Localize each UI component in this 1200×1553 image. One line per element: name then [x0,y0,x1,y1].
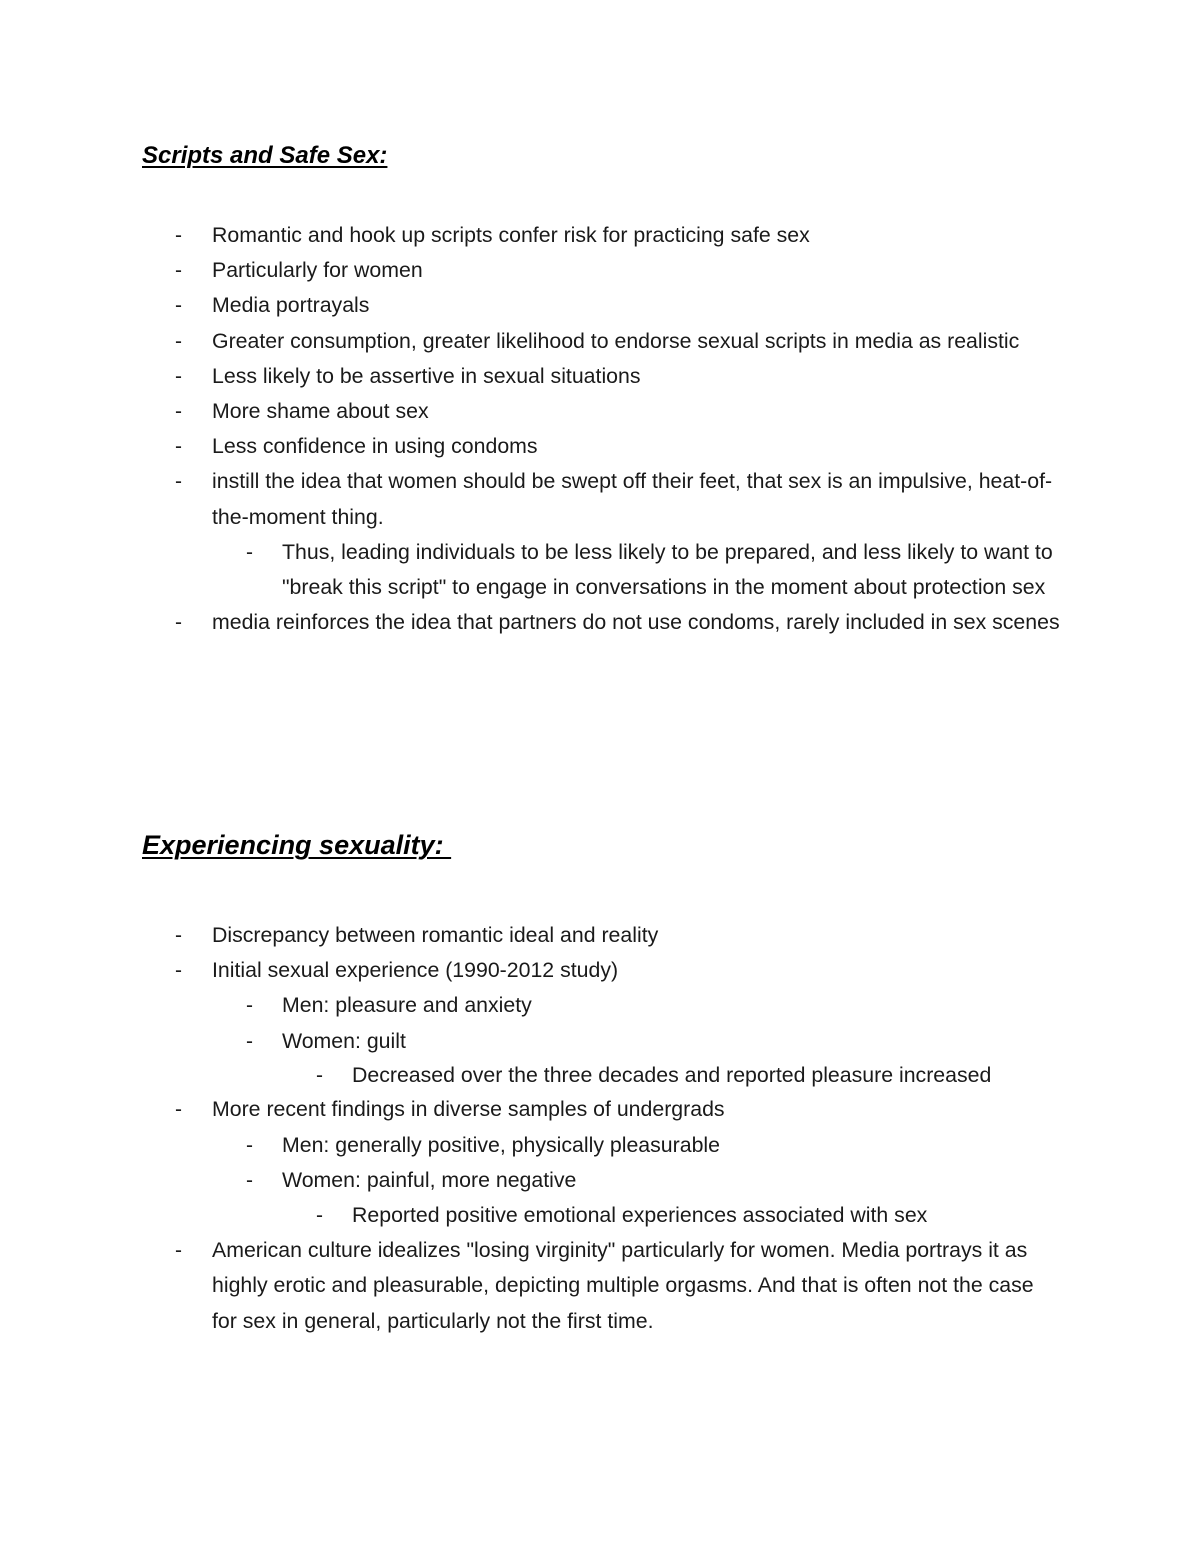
dash-bullet: - [175,470,182,494]
dash-bullet: - [246,540,253,564]
list-item-text: Media portrayals [212,293,370,318]
list-item-nested-deep [0,1198,1200,1233]
dash-bullet: - [175,364,182,388]
list-item-text: Initial sexual experience (1990-2012 study) [212,958,619,983]
dash-bullet: - [316,1203,323,1227]
list-item-text: Men: generally positive, physically pleasurable [282,1132,721,1157]
dash-bullet: - [175,1098,182,1122]
list-item-text: Men: pleasure and anxiety [282,993,532,1018]
list-item-nested [0,535,1200,605]
list-item [0,1233,1200,1339]
list-item-nested [0,1128,1200,1163]
list-item-nested [0,1163,1200,1198]
section-heading-scripts: Scripts and Safe Sex: [142,142,388,169]
list-item-text: Romantic and hook up scripts confer risk for practicing safe sex [212,223,810,247]
list-item [0,253,1200,288]
section-heading-experiencing: Experiencing sexuality: [142,830,452,860]
list-item-text: instill the idea that women should be swept off their feet, that sex is an impulsive, heat-of-the-moment thing. [212,469,1053,529]
list-item-text: Discrepancy between romantic ideal and reality [212,923,659,947]
list-item-text: American culture idealizes "losing virginity" particularly for women. Media portrays it as highly erotic and pleasurable, depicting multiple orgasms. And that is often not the case for sex in general, particularly not the first time. [212,1238,1034,1333]
list-item [0,218,1200,253]
dash-bullet: - [175,611,182,635]
dash-bullet: - [175,329,182,353]
list-item [0,288,1200,323]
dash-bullet: - [175,294,182,318]
dash-bullet: - [246,1168,253,1192]
list-item-text: Reported positive emotional experiences associated with sex [352,1202,928,1227]
list-item-nested [0,988,1200,1023]
dash-bullet: - [246,1133,253,1157]
list-item-text: Women: guilt [282,1028,406,1053]
dash-bullet: - [175,959,182,983]
list-item [0,605,1200,640]
dash-bullet: - [246,994,253,1018]
list-item-nested-deep [0,1059,1200,1093]
list-item-text: Particularly for women [212,258,423,283]
list-item [0,953,1200,988]
list-item [0,394,1200,429]
list-item-text: Less confidence in using condoms [212,434,538,459]
dash-bullet: - [175,400,182,424]
list-item-text: More shame about sex [212,399,429,424]
list-item-text: More recent findings in diverse samples of undergrads [212,1097,725,1122]
list-item [0,359,1200,394]
dash-bullet: - [316,1063,323,1087]
dash-bullet: - [246,1029,253,1053]
list-item-text: Women: painful, more negative [282,1167,577,1192]
list-item-nested [0,1024,1200,1059]
list-item [0,429,1200,464]
dash-bullet: - [175,924,182,947]
dash-bullet: - [175,224,182,247]
list-item [0,464,1200,534]
list-item [0,1092,1200,1127]
bullet-list-experiencing [0,918,1200,1339]
bullet-list-scripts [0,218,1200,640]
dash-bullet: - [175,435,182,459]
list-item [0,918,1200,953]
list-item [0,324,1200,359]
list-item-text: Thus, leading individuals to be less likely to be prepared, and less likely to want to "break this script" to engage in conversations in the moment about protection sex [282,539,1053,600]
list-item-text: media reinforces the idea that partners do not use condoms, rarely included in sex scenes [212,610,1060,635]
dash-bullet: - [175,1239,182,1263]
list-item-text: Decreased over the three decades and reported pleasure increased [352,1062,992,1087]
list-item-text: Greater consumption, greater likelihood to endorse sexual scripts in media as realistic [212,328,1020,353]
list-item-text: Less likely to be assertive in sexual situations [212,363,641,388]
dash-bullet: - [175,259,182,283]
